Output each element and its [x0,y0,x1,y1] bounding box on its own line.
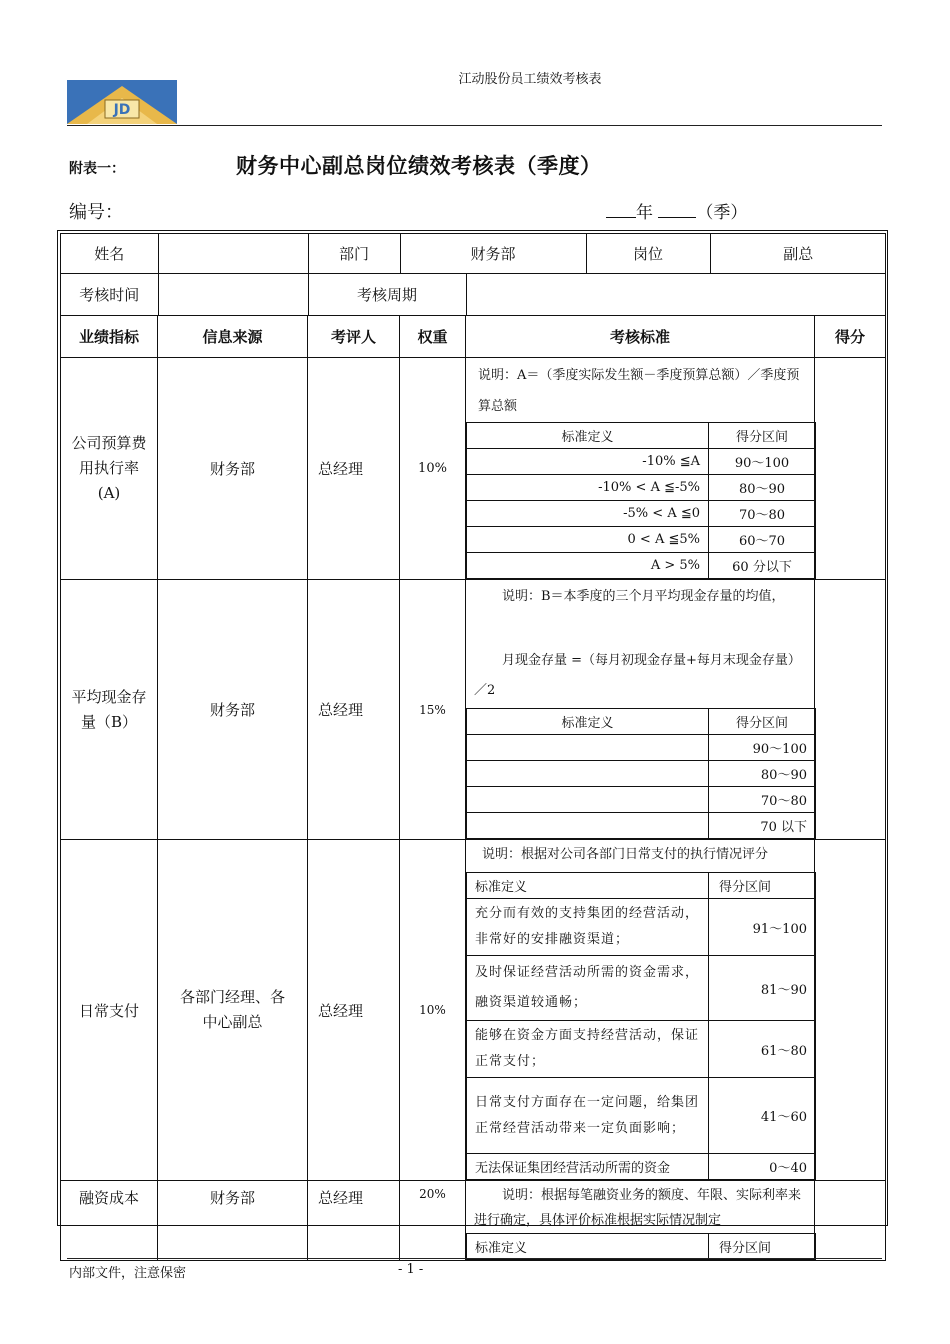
name-label: 姓名 [94,245,125,263]
assessment-table [60,233,886,1261]
col-header-rater: 考评人 [308,316,400,358]
weight-cell: 15% [400,580,466,840]
company-logo [67,80,177,124]
source-cell: 财务部 [158,1181,308,1261]
score-range: 90～100 [709,449,816,475]
score-range: 60 分以下 [709,553,816,579]
indicator-cell [61,358,158,580]
score-subtable [466,422,816,579]
header-rule [67,125,882,126]
indicator-text: 公司预算费用执行率 [71,434,147,477]
standard-cell [466,840,815,1181]
score-range: 70～80 [709,501,816,527]
sub-header-range: 得分区间 [709,873,816,899]
table-row [61,1181,886,1261]
table-row [61,840,886,1181]
period-field [606,198,747,223]
score-cell[interactable] [815,358,886,580]
score-range: 80～90 [709,761,816,787]
sub-header-def: 标准定义 [467,709,709,735]
sub-header-range: 得分区间 [709,423,816,449]
standard-def: A > 5% [467,553,709,579]
description: 月现金存量 =（每月初现金存量+每月末现金存量）／2 [474,653,801,698]
column-header-row [61,316,886,358]
rater-cell: 总经理 [308,840,400,1181]
score-range: 41～60 [709,1078,816,1154]
indicator-cell: 融资成本 [61,1181,158,1261]
score-range: 70 以下 [709,813,816,839]
score-cell[interactable] [815,840,886,1181]
standard-def [467,761,709,787]
standard-def: 及时保证经营活动所需的资金需求，融资渠道较通畅； [467,956,709,1021]
score-subtable [466,872,816,1180]
logo-lettering: JD [113,102,131,118]
weight-cell: 10% [400,358,466,580]
standard-def: -5% < A ≦0 [467,501,709,527]
name-field[interactable] [158,234,308,273]
rater-cell: 总经理 [308,580,400,840]
col-header-score: 得分 [815,316,886,358]
standard-def [467,813,709,839]
standard-def [467,735,709,761]
info-row-1 [61,234,886,274]
score-subtable [466,1233,816,1260]
score-cell[interactable] [815,580,886,840]
sub-header-range: 得分区间 [709,709,816,735]
season-blank[interactable] [658,200,696,218]
score-range: 80～90 [709,475,816,501]
dept-value[interactable]: 财务部 [400,234,586,273]
col-header-source: 信息来源 [158,316,308,358]
standard-def: -10% < A ≦-5% [467,475,709,501]
year-blank[interactable] [606,200,636,218]
code-label: 编号： [69,202,123,223]
year-label: 年 [636,203,653,223]
info-row-2 [61,274,886,316]
page-title: 财务中心副总岗位绩效考核表（季度） [236,153,602,178]
time-field[interactable] [158,274,308,315]
indicator-suffix: (A) [97,484,121,502]
score-subtable [466,708,816,839]
sub-header-range: 得分区间 [709,1234,816,1260]
cycle-field[interactable] [466,274,886,315]
score-range: 61～80 [709,1021,816,1078]
post-value[interactable]: 副总 [710,234,886,273]
standard-cell [466,358,815,580]
score-range: 70～80 [709,787,816,813]
standard-def: 充分而有效的支持集团的经营活动，非常好的安排融资渠道； [467,899,709,956]
table-row [61,580,886,840]
table-row [61,358,886,580]
score-range: 0～40 [709,1154,816,1180]
cycle-label: 考核周期 [308,274,466,315]
sub-header-def: 标准定义 [467,873,709,899]
indicator-cell: 日常支付 [61,840,158,1181]
post-label: 岗位 [586,234,710,273]
description: 说明：根据对公司各部门日常支付的执行情况评分 [482,847,769,862]
standard-def: 无法保证集团经营活动所需的资金 [467,1154,709,1180]
time-label: 考核时间 [79,286,140,304]
sub-header-def: 标准定义 [467,423,709,449]
page-number: - 1 - [398,1262,424,1277]
dept-label: 部门 [308,234,400,273]
annex-label: 附表一： [69,161,125,177]
rater-cell: 总经理 [308,358,400,580]
col-header-weight: 权重 [400,316,466,358]
standard-def: 能够在资金方面支持经营活动，保证正常支付； [467,1021,709,1078]
indicator-cell: 平均现金存量（B） [61,580,158,840]
standard-cell [466,580,815,840]
source-cell: 各部门经理、各中心副总 [158,840,308,1181]
source-cell: 财务部 [158,580,308,840]
col-header-indicator: 业绩指标 [61,316,158,358]
document-header-title: 江动股份员工绩效考核表 [458,72,602,87]
score-range: 60～70 [709,527,816,553]
weight-cell: 20% [400,1181,466,1261]
weight-cell: 10% [400,840,466,1181]
standard-def: -10% ≦A [467,449,709,475]
rater-cell: 总经理 [308,1181,400,1261]
standard-def [467,787,709,813]
score-range: 90～100 [709,735,816,761]
standard-def: 0 < A ≦5% [467,527,709,553]
score-cell[interactable] [815,1181,886,1261]
season-label: （季） [696,203,748,223]
footer-confidential: 内部文件，注意保密 [69,1266,187,1281]
description: 说明：B＝本季度的三个月平均现金存量的均值， [502,589,785,604]
source-cell: 财务部 [158,358,308,580]
standard-cell [466,1181,815,1261]
description: 说明：根据每笔融资业务的额度、年限、实际利率来进行确定，具体评价标准根据实际情况制定 [474,1188,802,1228]
standard-def: 日常支付方面存在一定问题，给集团正常经营活动带来一定负面影响； [467,1078,709,1154]
score-range: 81～90 [709,956,816,1021]
score-range: 91～100 [709,899,816,956]
footer-rule [67,1258,882,1259]
col-header-standard: 考核标准 [466,316,815,358]
description: 说明：A＝（季度实际发生额－季度预算总额）／季度预算总额 [478,368,800,414]
sub-header-def: 标准定义 [467,1234,709,1260]
